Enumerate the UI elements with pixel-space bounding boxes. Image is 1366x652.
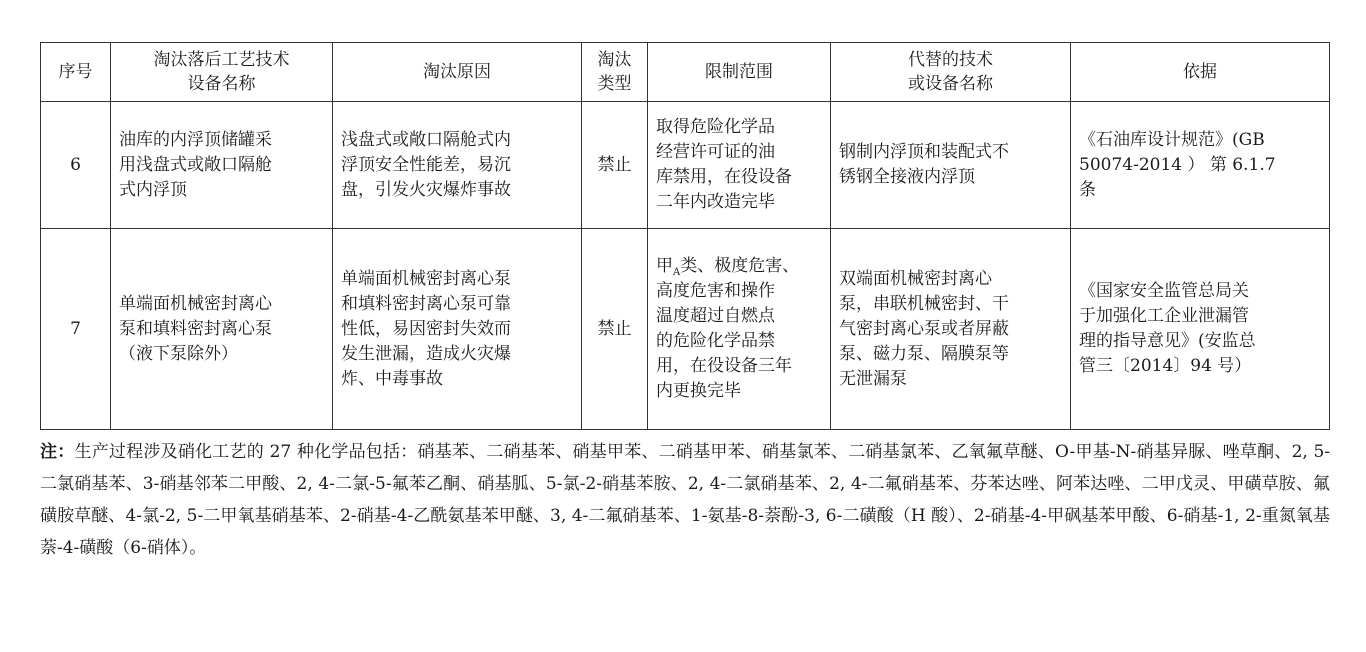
footnote-label: 注： xyxy=(40,442,75,462)
footnote-text: 生产过程涉及硝化工艺的 27 种化学品包括：硝基苯、二硝基苯、硝基甲苯、二硝基甲苯、硝基氯苯、二硝基氯苯、乙氧氟草醚、O-甲基-N-硝基异脲、唑草酮、2, 5-二氯硝基苯、3-硝基邻苯二甲酸、2, 4-二氯-5-氟苯乙酮、硝基胍、5-氯-2-硝基苯胺、2, 4-二氯硝基苯、2, 4-二氟硝基苯、芬苯达唑、阿苯达唑、二甲戊灵、甲磺草胺、氟磺胺草醚、4-氯-2, 5-二甲氧基硝基苯、2-硝基-4-乙酰氨基苯甲醚、3, 4-二氟硝基苯、1-氨基-8-萘酚-3, 6-二磺酸（H 酸）、2-硝基-4-甲砜基苯甲酸、6-硝基-1, 2-重氮氧基萘-4-磺酸（6-硝体）。 xyxy=(40,442,1331,558)
cell-reason: 单端面机械密封离心泵 和填料密封离心泵可靠 性低，易因密封失效而 发生泄漏，造成火灾爆 炸、中毒事故 xyxy=(333,229,582,430)
header-scope: 限制范围 xyxy=(648,43,831,102)
cell-type: 禁止 xyxy=(582,102,648,229)
header-reason: 淘汰原因 xyxy=(333,43,582,102)
table-row xyxy=(41,229,1330,430)
header-basis: 依据 xyxy=(1071,43,1330,102)
cell-seq: 7 xyxy=(41,229,111,430)
table-row xyxy=(41,102,1330,229)
cell-name: 单端面机械密封离心 泵和填料密封离心泵 （液下泵除外） xyxy=(111,229,333,430)
cell-basis: 《国家安全监管总局关 于加强化工企业泄漏管 理的指导意见》(安监总 管三〔2014〕94 号） xyxy=(1071,229,1330,430)
footnote xyxy=(40,436,1330,564)
cell-replace: 钢制内浮顶和装配式不 锈钢全接液内浮顶 xyxy=(831,102,1071,229)
cell-type: 禁止 xyxy=(582,229,648,430)
cell-scope xyxy=(648,229,831,430)
table-header-row xyxy=(41,43,1330,102)
header-seq: 序号 xyxy=(41,43,111,102)
header-type: 淘汰 类型 xyxy=(582,43,648,102)
document-page xyxy=(40,42,1330,564)
elimination-table xyxy=(40,42,1330,430)
cell-scope: 取得危险化学品 经营许可证的油 库禁用，在役设备 二年内改造完毕 xyxy=(648,102,831,229)
scope-rest: 类、极度危害、 高度危害和操作 温度超过自燃点 的危险化学品禁 用，在役设备三年 内更换完毕 xyxy=(656,256,800,401)
cell-seq: 6 xyxy=(41,102,111,229)
cell-replace: 双端面机械密封离心 泵，串联机械密封、干 气密封离心泵或者屏蔽 泵、磁力泵、隔膜泵等 无泄漏泵 xyxy=(831,229,1071,430)
header-replace: 代替的技术 或设备名称 xyxy=(831,43,1071,102)
cell-basis: 《石油库设计规范》(GB 50074-2014 ） 第 6.1.7 条 xyxy=(1071,102,1330,229)
cell-name: 油库的内浮顶储罐采 用浅盘式或敞口隔舱 式内浮顶 xyxy=(111,102,333,229)
cell-reason: 浅盘式或敞口隔舱式内 浮顶安全性能差，易沉 盘，引发火灾爆炸事故 xyxy=(333,102,582,229)
scope-prefix: 甲 xyxy=(656,256,673,276)
header-name: 淘汰落后工艺技术 设备名称 xyxy=(111,43,333,102)
scope-subscript: A xyxy=(673,267,681,278)
